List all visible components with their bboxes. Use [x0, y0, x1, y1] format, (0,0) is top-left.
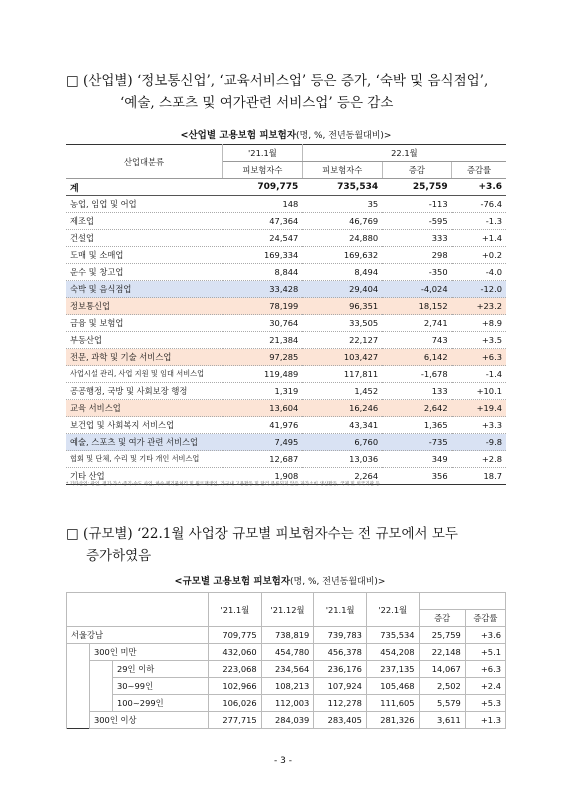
cell-2021: 169,334 [223, 247, 303, 264]
cell-b: 284,039 [261, 712, 314, 729]
sub-insured-2022: 피보험자수 [302, 162, 382, 179]
cell-diff: -595 [382, 213, 451, 230]
cell-2021: 12,687 [223, 451, 303, 468]
cell-rate: +23.2 [452, 298, 506, 315]
cell-2022: 29,404 [302, 281, 382, 298]
cell-diff: 743 [382, 332, 451, 349]
row-name: 서울강남 [67, 627, 209, 644]
cell-diff: 133 [382, 383, 451, 400]
table2-caption [60, 573, 500, 587]
cell-2021: 24,547 [223, 230, 303, 247]
row-name: 농업, 임업 및 어업 [66, 196, 223, 213]
indent-cell [67, 644, 90, 661]
cell-diff: 2,741 [382, 315, 451, 332]
row-name: 정보통신업 [66, 298, 223, 315]
cell-b: 454,780 [261, 644, 314, 661]
cell-diff: 356 [382, 468, 451, 485]
cell-rate: +1.3 [465, 712, 505, 729]
cell-d: 454,208 [366, 644, 419, 661]
cell-rate: +0.2 [452, 247, 506, 264]
indent-cell [67, 695, 90, 712]
col-c: '21.1월 [314, 593, 367, 627]
table1-footnote: * 기타산업: 광업, 전기·가스·증기·수도 사업, 하수·폐기물처리 및 원료재생업, 가구내 고용활동 및 달리 분류되지 않은 자가소비 생산활동, 국제 및 외국기관 등 [66, 482, 380, 487]
cell-2022: 24,880 [302, 230, 382, 247]
cell-d: 105,468 [366, 678, 419, 695]
row-name: 기타 산업 [66, 468, 223, 485]
cell-d: 111,605 [366, 695, 419, 712]
cell-2022: 6,760 [302, 434, 382, 451]
cell-diff: 349 [382, 451, 451, 468]
indent-cell [67, 678, 90, 695]
cell-2022: 46,769 [302, 213, 382, 230]
cell-rate: +3.6 [465, 627, 505, 644]
cell-diff: 14,067 [419, 661, 465, 678]
cell-diff: 25,759 [419, 627, 465, 644]
row-name: 운수 및 창고업 [66, 264, 223, 281]
cell-diff: 298 [382, 247, 451, 264]
cell-a: 106,026 [209, 695, 262, 712]
cell-2021: 33,428 [223, 281, 303, 298]
cell-a: 277,715 [209, 712, 262, 729]
cell-2022: 13,036 [302, 451, 382, 468]
section2-heading-line1: □ (규모별) ‘22.1월 사업장 규모별 피보험자수는 전 규모에서 모두 [66, 526, 458, 542]
section1-heading-line2: ‘예술, 스포츠 및 여가관련 서비스업’ 등은 감소 [120, 95, 394, 111]
cell-b: 108,213 [261, 678, 314, 695]
row-name: 숙박 및 음식점업 [66, 281, 223, 298]
cell-rate: -4.0 [452, 264, 506, 281]
indent-cell [90, 678, 113, 695]
cell-diff: 5,579 [419, 695, 465, 712]
cell-rate: +6.3 [465, 661, 505, 678]
cell-c: 107,924 [314, 678, 367, 695]
cell-rate: +5.1 [465, 644, 505, 661]
cell-diff: -4,024 [382, 281, 451, 298]
table-row [67, 712, 506, 729]
table-row [66, 230, 506, 247]
cell-diff: 6,142 [382, 349, 451, 366]
size-table [66, 592, 506, 729]
cell-2021: 21,384 [223, 332, 303, 349]
sub-rate: 증감률 [452, 162, 506, 179]
cell-rate: +2.8 [452, 451, 506, 468]
cell-2022: 35 [302, 196, 382, 213]
cell-2021: 119,489 [223, 366, 303, 383]
industry-table [66, 144, 506, 485]
sub-change-2: 증감 [419, 610, 465, 627]
table2-caption-units: (명, %, 전년동월대비)> [290, 577, 386, 587]
cell-2021: 1,319 [223, 383, 303, 400]
table-row [67, 678, 506, 695]
cell-diff: 18,152 [382, 298, 451, 315]
cell-diff: 2,642 [382, 400, 451, 417]
cell-d: 735,534 [366, 627, 419, 644]
cell-2022: 16,246 [302, 400, 382, 417]
cell-diff: -1,678 [382, 366, 451, 383]
table-row [66, 332, 506, 349]
table-row [67, 661, 506, 678]
indent-cell [67, 661, 90, 678]
cell-rate: -12.0 [452, 281, 506, 298]
cell-c: 739,783 [314, 627, 367, 644]
col-2021: '21.1월 [223, 145, 303, 162]
cell-diff: 3,611 [419, 712, 465, 729]
row-name: 사업시설 관리, 사업 지원 및 임대 서비스업 [66, 366, 223, 383]
row-name: 300인 이상 [90, 712, 209, 729]
cell-d: 281,326 [366, 712, 419, 729]
row-name: 제조업 [66, 213, 223, 230]
cell-2022: 2,264 [302, 468, 382, 485]
table1-caption-title: <산업별 고용보험 피보험자 [180, 130, 297, 141]
section2-heading-line2: 증가하였음 [86, 548, 152, 564]
table1-caption [66, 127, 506, 141]
table-row [66, 281, 506, 298]
cell-2021: 13,604 [223, 400, 303, 417]
table-row [66, 315, 506, 332]
cell-2021: 97,285 [223, 349, 303, 366]
cell-rate: +10.1 [452, 383, 506, 400]
cell-rate: +3.3 [452, 417, 506, 434]
cell-d: 237,135 [366, 661, 419, 678]
cell-rate: -1.3 [452, 213, 506, 230]
row-name: 금융 및 보험업 [66, 315, 223, 332]
row-name: 100~299인 [113, 695, 209, 712]
row-name: 전문, 과학 및 기술 서비스업 [66, 349, 223, 366]
table-row [66, 196, 506, 213]
cell-c: 283,405 [314, 712, 367, 729]
cell-diff: -113 [382, 196, 451, 213]
table-row [66, 434, 506, 451]
col-2022: 22.1월 [302, 145, 506, 162]
cell-c: 236,176 [314, 661, 367, 678]
table-row [66, 417, 506, 434]
table-row [67, 695, 506, 712]
table-row [66, 264, 506, 281]
cell-a: 432,060 [209, 644, 262, 661]
row-name: 29인 이하 [113, 661, 209, 678]
table2-caption-title: <규모별 고용보험 피보험자 [174, 576, 291, 587]
cell-2022: 169,632 [302, 247, 382, 264]
cell-2021: 148 [223, 196, 303, 213]
col-d: '22.1월 [366, 593, 419, 627]
indent-cell [90, 661, 113, 678]
col-size-blank [67, 593, 209, 627]
cell-2021: 8,844 [223, 264, 303, 281]
cell-c: 112,278 [314, 695, 367, 712]
cell-rate: +2.4 [465, 678, 505, 695]
cell-2021: 47,364 [223, 213, 303, 230]
table-row [67, 644, 506, 661]
cell-rate: +19.4 [452, 400, 506, 417]
row-name: 300인 미만 [90, 644, 209, 661]
table-row [66, 298, 506, 315]
table-row-total [66, 179, 506, 196]
cell-diff: 2,502 [419, 678, 465, 695]
cell-2021: 41,976 [223, 417, 303, 434]
cell-2022: 103,427 [302, 349, 382, 366]
cell-2022: 735,534 [302, 179, 382, 196]
cell-2021: 709,775 [223, 179, 303, 196]
cell-diff: 22,148 [419, 644, 465, 661]
col-a: '21.1월 [209, 593, 262, 627]
cell-rate: 18.7 [452, 468, 506, 485]
row-name: 협회 및 단체, 수리 및 기타 개인 서비스업 [66, 451, 223, 468]
sub-rate-2: 증감률 [465, 610, 505, 627]
table-row [66, 247, 506, 264]
page-number: - 3 - [274, 756, 292, 766]
sub-change: 증감 [382, 162, 451, 179]
row-name: 공공행정, 국방 및 사회보장 행정 [66, 383, 223, 400]
cell-rate: +5.3 [465, 695, 505, 712]
sub-insured-2021: 피보험자수 [223, 162, 303, 179]
cell-2022: 22,127 [302, 332, 382, 349]
cell-diff: 1,365 [382, 417, 451, 434]
cell-c: 456,378 [314, 644, 367, 661]
cell-diff: 25,759 [382, 179, 451, 196]
cell-b: 738,819 [261, 627, 314, 644]
col-industry: 산업대분류 [66, 145, 223, 179]
cell-2021: 30,764 [223, 315, 303, 332]
cell-b: 112,003 [261, 695, 314, 712]
table-row [66, 383, 506, 400]
col-blank-top [419, 593, 505, 610]
cell-b: 234,564 [261, 661, 314, 678]
cell-rate: +3.5 [452, 332, 506, 349]
table-row [66, 451, 506, 468]
cell-2022: 117,811 [302, 366, 382, 383]
cell-rate: -9.8 [452, 434, 506, 451]
cell-a: 709,775 [209, 627, 262, 644]
table1-caption-units: (명, %, 전년동월대비)> [296, 131, 392, 141]
table-row [66, 400, 506, 417]
cell-rate: +6.3 [452, 349, 506, 366]
col-b: '21.12월 [261, 593, 314, 627]
table-row [66, 213, 506, 230]
cell-rate: -1.4 [452, 366, 506, 383]
row-name: 30~99인 [113, 678, 209, 695]
row-name: 부동산업 [66, 332, 223, 349]
cell-a: 102,966 [209, 678, 262, 695]
row-name: 계 [66, 179, 223, 196]
table-row [66, 366, 506, 383]
cell-2022: 8,494 [302, 264, 382, 281]
cell-2022: 1,452 [302, 383, 382, 400]
cell-rate: +1.4 [452, 230, 506, 247]
row-name: 교육 서비스업 [66, 400, 223, 417]
cell-2021: 7,495 [223, 434, 303, 451]
cell-2021: 78,199 [223, 298, 303, 315]
row-name: 도매 및 소매업 [66, 247, 223, 264]
row-name: 건설업 [66, 230, 223, 247]
cell-rate: +8.9 [452, 315, 506, 332]
cell-2022: 96,351 [302, 298, 382, 315]
cell-2022: 33,505 [302, 315, 382, 332]
table-row [67, 627, 506, 644]
cell-2021: 1,908 [223, 468, 303, 485]
section1-heading-line1: □ (산업별) ‘정보통신업’, ‘교육서비스업’ 등은 증가, ‘숙박 및 음식점업’, [66, 73, 489, 89]
cell-rate: +3.6 [452, 179, 506, 196]
cell-diff: -350 [382, 264, 451, 281]
cell-rate: -76.4 [452, 196, 506, 213]
indent-cell [90, 695, 113, 712]
cell-diff: 333 [382, 230, 451, 247]
row-name: 보건업 및 사회복지 서비스업 [66, 417, 223, 434]
cell-2022: 43,341 [302, 417, 382, 434]
cell-diff: -735 [382, 434, 451, 451]
cell-a: 223,068 [209, 661, 262, 678]
table-row [66, 349, 506, 366]
indent-cell [67, 712, 90, 729]
row-name: 예술, 스포츠 및 여가 관련 서비스업 [66, 434, 223, 451]
